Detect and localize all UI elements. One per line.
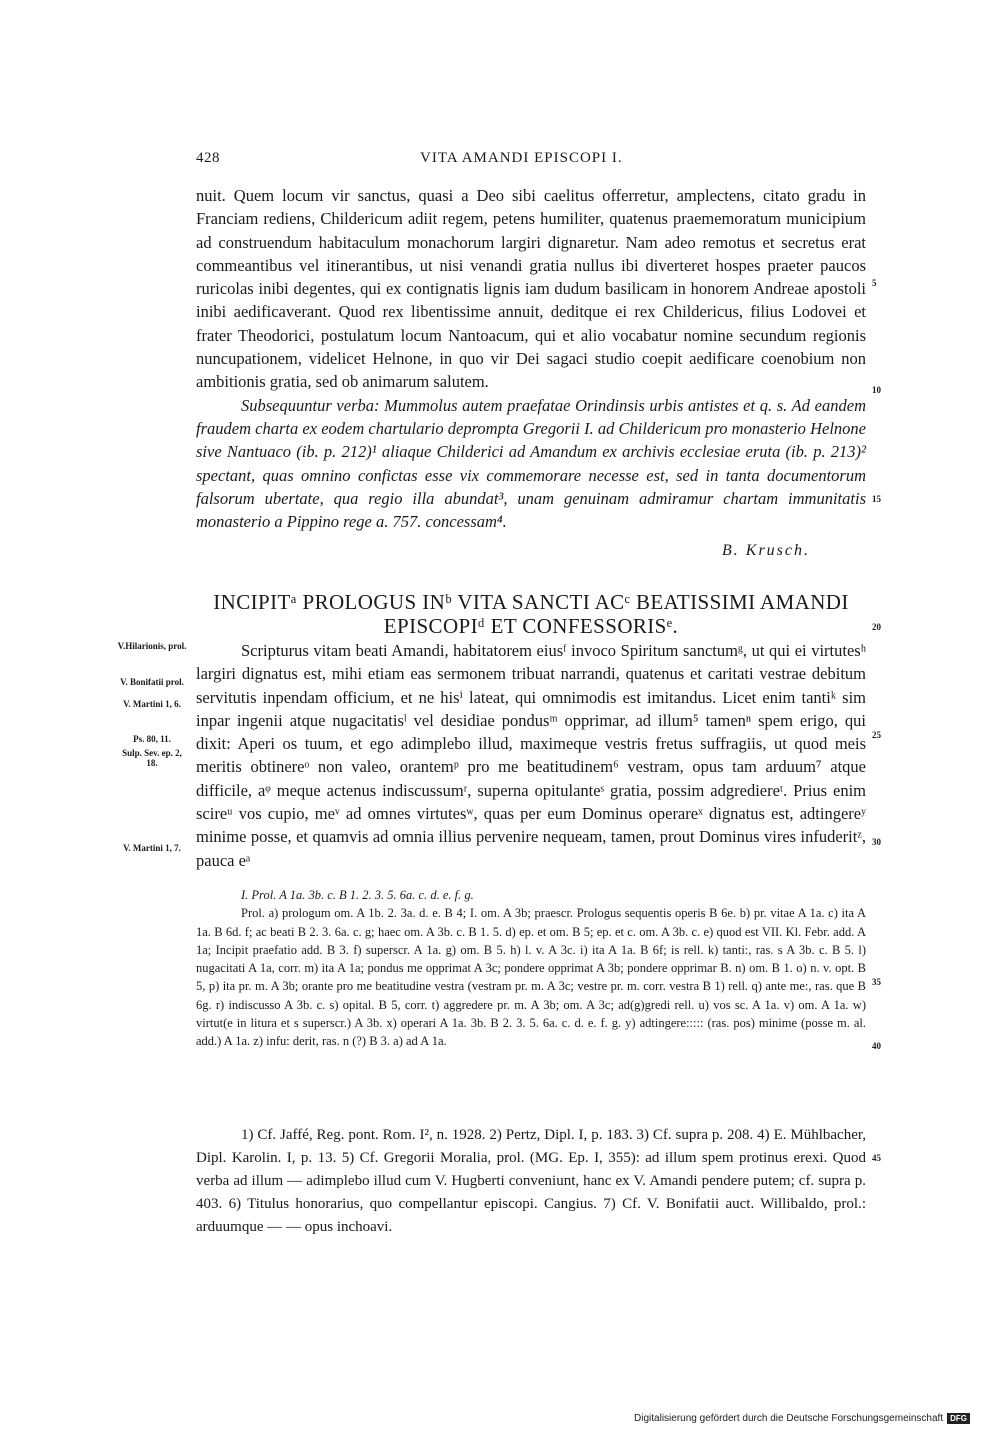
credit-text: Digitalisierung gefördert durch die Deutsche Forschungsgemeinschaft [634, 1413, 944, 1424]
line-number-5: 5 [872, 278, 877, 288]
line-number-15: 15 [872, 494, 881, 504]
line-number-35: 35 [872, 977, 881, 987]
line-number-10: 10 [872, 385, 881, 395]
line-number-25: 25 [872, 730, 881, 740]
prologue-text: Scripturus vitam beati Amandi, habitatorem eiusᶠ invoco Spiritum sanctumᵍ, ut qui ei virtutesʰ largiri dignatus est, mihi etiam eas sermonem tribuat narrandi, quatenus et caritati vestrae debitum servitutis inpendam officium, et ne hisⁱ lateat, qui omnimodis est imitandus. Licet enim tantiᵏ sim inpar ingenii atque nugacitatisˡ vel desidiae pondusᵐ opprimar, ad illum⁵ tamenⁿ spem erigo, qui dixit: Aperi os tuum, et ego adimplebo illud, maximeque vestris fretus suffragiis, ut quod meis meritis obtinereᵒ non valeo, orantemᵖ pro me beatitudinem⁶ vestram, opus tam arduum⁷ atque difficile, aᵠ meque actenus indiscussumʳ, superna opitulanteˢ gratia, possim adgrediereᵗ. Prius enim scireᵘ vos cupio, meᵛ ad omnes virtutesʷ, quas per eum Dominus operareˣ dignatus est, adtingereʸ minime posse, et quamvis ad omnia illius pervenire nequeam, tamen, prout Dominus vires infuderitᶻ, pauca eᵃ [196, 641, 866, 870]
line-number-20: 20 [872, 622, 881, 632]
footnotes-text: 1) Cf. Jaffé, Reg. pont. Rom. I², n. 1928. 2) Pertz, Dipl. I, p. 183. 3) Cf. supra p. 208. 4) E. Mühlbacher, Dipl. Karolin. I, p. 13. 5) Cf. Gregorii Moralia, prol. (MG. Ep. I, 355): ad illum spem protinus erexi. Quod verba ad illum — adimplebo illud cum V. Hugberti conveniunt, hanc ex V. Amandi pendere putem; cf. supra p. 403. 6) Titulus honorarius, quo compellantur episcopi. Cangius. 7) Cf. V. Bonifatii auct. Willibaldo, prol.: arduumque — — opus inchoavi. [196, 1127, 866, 1235]
apparatus-notes: Prol. a) prologum om. A 1b. 2. 3a. d. e. B 4; I. om. A 3b; praescr. Prologus sequentis operis B 6e. b) pr. vitae A 1a. c) ita A 1a. B 6d. f; ac beati B 2. 3. 6a. c. g; haec om. A 3b. c. B 1. 5. d) ep. et om. B 5; ep. et c. om. A 3b. c. e) quod est VII. Kl. Febr. add. A 1a; Incipit praefatio add. B 3. f) superscr. A 1a. g) om. B 5. h) l. v. A 3c. i) ita A 1a. B 6f; is rell. k) tanti:, ras. s A 3b. c. B 5. l) nugacitati A 1a, corr. m) ita A 1a; pondus me opprimat A 3c; pondere opprimat A 3b; pondere opprimar B. n) om. B 1. o) n. v. opt. B 5, p) ita pr. m. A 3b; orante pro me beatitudine vestra (vestram pr. m. A 3c; vestre pr. m. corr. vestra B 1) rell. q) ante me:, ras. que B 6g. r) indiscusso A 3b. c. s) opital. B 5, corr. t) aggredere pr. m. A 3b; om. A 3c; ad(g)gredi rell. u) vos sc. A 1a. v) om. A 1a. w) virtut(e in litura et s superscr.) A 3b. x) operari A 1a. 3b. B 2. 3. 5. 6a. c. d. e. f. g. y) adtingere::::: (ras. pos) minime (posse m. al. add.) A 1a. z) infu: derit, ras. n (?) B 3. a) ad A 1a. [196, 906, 866, 1049]
margin-ref-sulpicius: Sulp. Sev. ep. 2, 18. [122, 748, 182, 768]
margin-ref-psalm: Ps. 80, 11. [133, 734, 171, 744]
heading-line-2: EPISCOPIᵈ ET CONFESSORISᵉ. [383, 614, 679, 638]
signature: B. Krusch. [722, 542, 810, 559]
line-number-45: 45 [872, 1153, 881, 1163]
prologue-heading [196, 590, 866, 638]
intro-paragraph-1: nuit. Quem locum vir sanctus, quasi a Deo sibi caelitus offerretur, amplectens, citato gradu in Franciam rediens, Childericum adiit regem, petens humiliter, quatenus praememoratum municipium ad construendum habitaculum monachorum largiri dignaretur. Nam adeo remotus et secretus erat commeantibus vel itinerantibus, ut nisi venandi gratia nullus ibi diverteret hospes praeter paucos ruricolas inibi degentes, qui ex contignatis lignis iam dudum basilicam in honorem Andreae apostoli inibi aedificaverant. Quod rex libentissime annuit, deditque ei rex Childericus, filius Lodovei et frater Theodorici, postulatum locum Nantoacum, qui et alio vocabatur nomine secundum regionis nuncupationem, videlicet Helnone, in quo vir Dei sagaci studio coepit aedificare coenobium non ambitionis gratia, sed ob animarum salutem. [196, 186, 866, 392]
page-number: 428 [196, 150, 220, 166]
footnotes [196, 1124, 866, 1239]
apparatus-sigla: I. Prol. A 1a. 3b. c. B 1. 2. 3. 5. 6a. c. d. e. f. g. [241, 888, 474, 902]
intro-paragraph-2: Subsequuntur verba: Mummolus autem praefatae Orindinsis urbis antistes et q. s. Ad eandem fraudem charta ex eodem chartulario deprompta Gregorii I. ad Childericum pro monasterio Helnone sive Nantuaco (ib. p. 212)¹ aliaque Childerici ad Amandum ex archivis ecclesiae eruta (ib. p. 213)² spectant, quas omnino confictas esse vix commemorare necesse est, sed in tanta documentorum falsorum ubertate, qua regio illa abundat³, unam genuinam admiramur chartam immunitatis monasterio a Pippino rege a. 757. concessam⁴. [196, 395, 866, 532]
margin-ref-martini-1-7: V. Martini 1, 7. [123, 843, 181, 853]
intro-section [196, 184, 866, 533]
line-number-30: 30 [872, 837, 881, 847]
dfg-logo: DFG [947, 1413, 970, 1424]
digitization-credit [634, 1413, 970, 1424]
margin-ref-hilarionis: V.Hilarionis, prol. [117, 641, 187, 651]
heading-line-1: INCIPITᵃ PROLOGUS INᵇ VITA SANCTI ACᶜ BEATISSIMI AMANDI [213, 590, 849, 614]
margin-ref-bonifatii: V. Bonifatii prol. [120, 677, 184, 687]
critical-apparatus [196, 886, 866, 1051]
margin-ref-martini-1-6: V. Martini 1, 6. [123, 699, 181, 709]
line-number-40: 40 [872, 1041, 881, 1051]
running-title: VITA AMANDI EPISCOPI I. [420, 150, 623, 166]
